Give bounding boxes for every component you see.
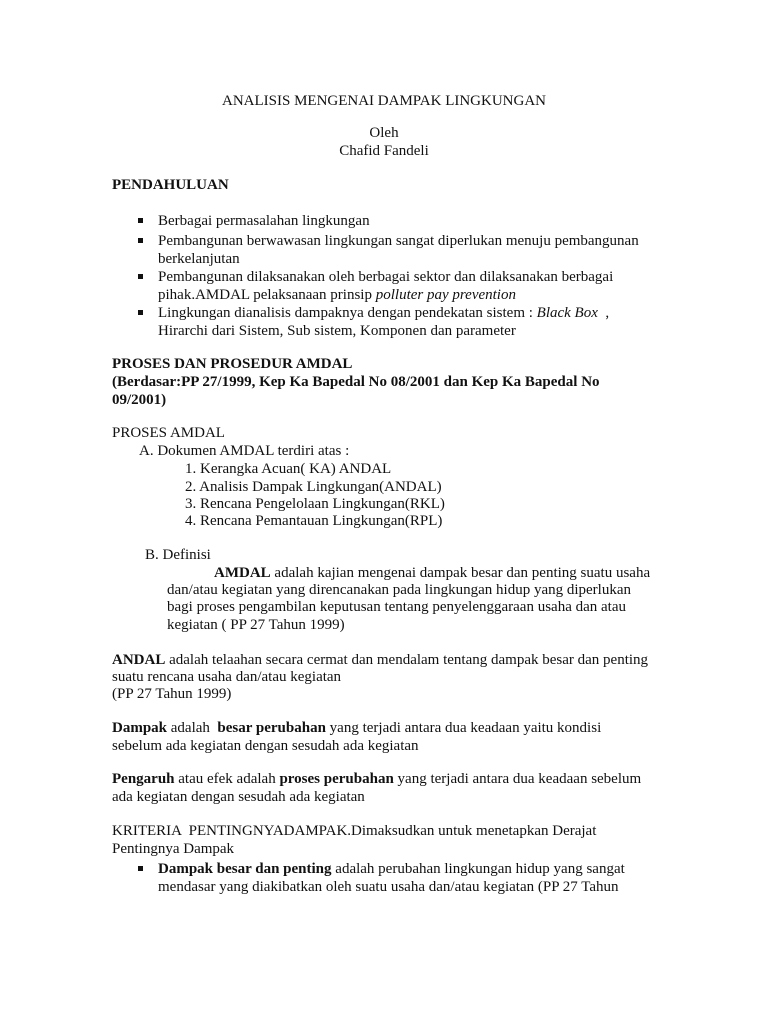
bullet-text: Hirarchi dari Sistem, Sub sistem, Komponen dan parameter [158, 323, 516, 339]
heading-text: PENDAHULUAN [112, 177, 229, 193]
term: besar perubahan [217, 720, 326, 736]
text: , [597, 305, 610, 321]
bullet-text [158, 286, 516, 304]
text: adalah kajian mengenai dampak besar dan penting suatu usaha [270, 565, 651, 581]
definition-text: (PP 27 Tahun 1999) [112, 686, 232, 702]
term: AMDAL [214, 565, 271, 581]
definition-text [214, 564, 650, 582]
definition-text: ada kegiatan dengan sesudah ada kegiatan [112, 789, 365, 805]
definition-text: suatu rencana usaha dan/atau kegiatan [112, 669, 342, 685]
bullet-text [158, 860, 625, 878]
section-heading [112, 355, 352, 373]
legal-basis [112, 391, 166, 409]
text: Lingkungan dianalisis dampaknya dengan pendekatan sistem : [158, 305, 537, 321]
bullet-icon [138, 218, 143, 223]
by-label: Oleh [369, 125, 399, 141]
term: Pengaruh [112, 771, 175, 787]
bullet-text: Pembangunan dilaksanakan oleh berbagai sektor dan dilaksanakan berbagai [158, 269, 614, 285]
text: 09/2001) [112, 392, 167, 408]
text: yang terjadi antara dua keadaan yaitu kondisi [325, 720, 602, 736]
bullet-icon [138, 238, 143, 243]
bullet-icon [138, 866, 143, 871]
legal-basis [112, 373, 600, 391]
text: adalah [167, 720, 218, 736]
list-item: 1. Kerangka Acuan( KA) ANDAL [185, 461, 392, 477]
text: adalah telaahan secara cermat dan mendalam tentang dampak besar dan penting [165, 652, 649, 668]
italic-term: polluter pay prevention [375, 287, 516, 303]
list-item-a: A. Dokumen AMDAL terdiri atas : [139, 443, 350, 459]
definition-text: dan/atau kegiatan yang direncanakan pada lingkungan hidup yang diperlukan [167, 582, 632, 598]
definition-text: sebelum ada kegiatan dengan sesudah ada kegiatan [112, 738, 419, 754]
definition-text [112, 719, 601, 737]
bullet-text: Pembangunan berwawasan lingkungan sangat diperlukan menuju pembangunan [158, 233, 639, 249]
bullet-icon [138, 274, 143, 279]
italic-term: Black Box [536, 305, 598, 321]
term: proses perubahan [279, 771, 394, 787]
section-heading [112, 176, 229, 194]
term: Dampak [112, 720, 168, 736]
text: yang terjadi antara dua keadaan sebelum [393, 771, 642, 787]
definition-text: bagi proses pengambilan keputusan tentang penyelenggaraan usaha dan atau [167, 599, 627, 615]
author: Chafid Fandeli [339, 143, 429, 159]
heading-text: PROSES DAN PROSEDUR AMDAL [112, 356, 353, 372]
list-item: 4. Rencana Pemantauan Lingkungan(RPL) [185, 513, 443, 529]
text: adalah perubahan lingkungan hidup yang sangat [331, 861, 625, 877]
definition-text: kegiatan ( PP 27 Tahun 1999) [167, 617, 345, 633]
bullet-text: Berbagai permasalahan lingkungan [158, 213, 370, 229]
definition-text [112, 651, 648, 669]
text: atau efek adalah [174, 771, 280, 787]
bullet-icon [138, 310, 143, 315]
term: Dampak besar dan penting [158, 861, 332, 877]
text: pihak.AMDAL pelaksanaan prinsip [158, 287, 376, 303]
list-item-b: B. Definisi [145, 547, 211, 563]
bullet-text: berkelanjutan [158, 251, 240, 267]
list-item: 2. Analisis Dampak Lingkungan(ANDAL) [185, 479, 442, 495]
criteria-text: KRITERIA PENTINGNYADAMPAK.Dimaksudkan untuk menetapkan Derajat [112, 823, 597, 839]
list-item: 3. Rencana Pengelolaan Lingkungan(RKL) [185, 496, 445, 512]
document-title: ANALISIS MENGENAI DAMPAK LINGKUNGAN [221, 93, 547, 109]
term: ANDAL [112, 652, 166, 668]
bullet-text [158, 304, 609, 322]
criteria-text: Pentingnya Dampak [112, 841, 235, 857]
text: (Berdasar:PP 27/1999, Kep Ka Bapedal No 08/2001 dan Kep Ka Bapedal No [112, 374, 600, 390]
definition-text [112, 770, 641, 788]
subheading: PROSES AMDAL [112, 425, 225, 441]
bullet-text: mendasar yang diakibatkan oleh suatu usaha dan/atau kegiatan (PP 27 Tahun [158, 879, 619, 895]
